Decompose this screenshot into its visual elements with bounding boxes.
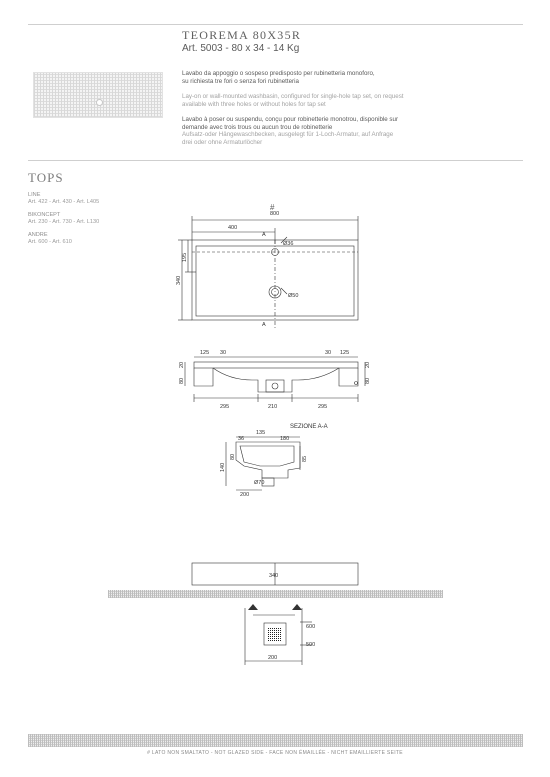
drain-grid-icon	[268, 627, 282, 641]
dim-tap-hole: Ø36	[283, 241, 294, 247]
dim-plan-depth: 340	[176, 275, 182, 285]
dim-front: 20	[179, 361, 185, 368]
description-line: su richiesta tre fori o senza fori rubinetteria	[182, 77, 299, 85]
tops-group-items: Art. 422 - Art. 430 - Art. L405	[28, 199, 100, 206]
dim-plan-width: 800	[270, 211, 280, 217]
tops-group-head: ANDRE	[28, 231, 48, 238]
footer-hatched-band	[28, 734, 523, 747]
description-line: Lavabo da appoggio o sospeso predisposto per rubinetteria monoforo,	[182, 70, 375, 77]
description-line: demande avec trois trous ou aucun trou de robinetterie	[182, 123, 333, 131]
dim-front: 80	[365, 377, 371, 384]
dim-front: 20	[365, 361, 371, 368]
dim-bottom: 200	[268, 655, 278, 661]
dim-section: 36	[238, 436, 245, 442]
dim-section: 80	[230, 453, 236, 460]
dim-side: 340	[269, 573, 279, 579]
tops-group-head: LINE	[28, 192, 41, 198]
section-marker: A	[262, 322, 266, 328]
dim-front: 210	[268, 404, 278, 410]
description-line: available with three holes or without holes for tap set	[182, 100, 326, 108]
product-subtitle: Art. 5003 - 80 x 34 - 14 Kg	[182, 43, 300, 54]
dim-section: Ø70	[254, 480, 265, 486]
tops-group-items: Art. 230 - Art. 730 - Art. L130	[28, 219, 100, 226]
mounting-point-icon	[248, 604, 258, 610]
dim-section: 135	[256, 430, 266, 436]
tops-title: TOPS	[28, 170, 64, 185]
dim-section: 200	[240, 492, 250, 498]
plan-view	[178, 216, 358, 330]
front-view	[185, 357, 365, 402]
footer-note: # LATO NON SMALTATO - NOT GLAZED SIDE - FACE NON ÉMAILLÉE - NICHT EMAILLIERTE SEITE	[147, 750, 403, 756]
dim-front: 295	[318, 404, 328, 410]
dim-front: 80	[179, 377, 185, 384]
description-line: drei oder ohne Armaturlöcher	[182, 138, 263, 146]
mounting-point-icon	[292, 604, 302, 610]
description-line: Lay-on or wall-mounted washbasin, configured for single-hole tap set, on request	[182, 93, 404, 100]
dim-front: 125	[200, 350, 210, 356]
tops-group-items: Art. 600 - Art. 610	[28, 239, 72, 246]
description-line: Lavabo à poser ou suspendu, conçu pour robinetterie monotrou, disponible sur	[182, 116, 399, 123]
dim-bottom: 500	[306, 642, 316, 648]
dim-section: 85	[302, 455, 308, 462]
dim-front: 30	[325, 350, 332, 356]
dim-front: 30	[220, 350, 227, 356]
product-title: TEOREMA 80X35R	[182, 28, 302, 42]
hatched-band	[108, 590, 443, 598]
dim-plan-half: 400	[228, 225, 238, 231]
dim-front: 125	[340, 350, 350, 356]
dim-section: 180	[280, 436, 290, 442]
dim-section: 140	[220, 462, 226, 472]
dim-front: 295	[220, 404, 230, 410]
unglazed-side-symbol: #	[270, 203, 275, 212]
dim-drain-hole: Ø50	[288, 293, 299, 299]
dim-bottom: 600	[306, 624, 316, 630]
dim-plan-side: 195	[182, 252, 188, 262]
section-title: SEZIONE A-A	[290, 424, 328, 430]
tops-group-head: BIKONCEPT	[28, 211, 61, 218]
description-line: Aufsatz-oder Hängewaschbecken, ausgelegt für 1-Loch-Armatur, auf Anfrage	[182, 131, 394, 138]
section-marker: A	[262, 232, 266, 238]
